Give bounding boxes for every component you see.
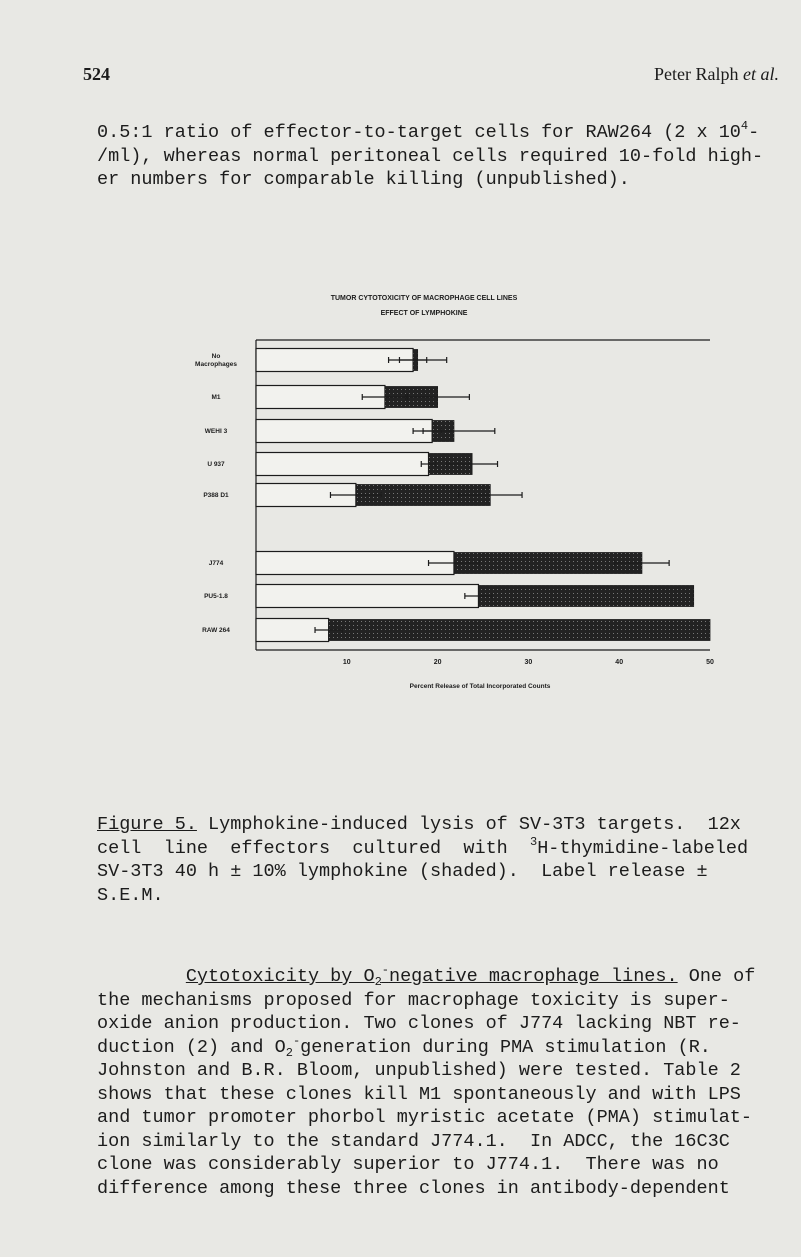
- figure-caption-line1: Lymphokine-induced lysis of SV-3T3 targets. 12x: [196, 814, 741, 835]
- section-heading-b: negative macrophage lines.: [388, 966, 678, 987]
- category-label-0-0: No: [211, 353, 221, 360]
- figure-caption-isotope: 3: [529, 834, 538, 849]
- paragraph-intro-line3: er numbers for comparable killing (unpublished).: [97, 169, 630, 190]
- running-header-author: Peter Ralph: [654, 64, 739, 84]
- section-heading-a: Cytotoxicity by O: [185, 966, 375, 987]
- paragraph-line6: shows that these clones kill M1 spontaneously and with LPS: [97, 1083, 741, 1105]
- figure-caption-line4: S.E.M.: [97, 884, 164, 906]
- paragraph-line8: ion similarly to the standard J774.1. In ADCC, the 16C3C: [97, 1130, 730, 1152]
- paragraph-line4a: duction (2) and O: [97, 1036, 286, 1058]
- paragraph-intro-exponent: 4: [740, 119, 749, 133]
- paragraph-line4b: generation during PMA stimulation (R.: [300, 1036, 711, 1058]
- section-heading-sub: 2: [374, 975, 382, 989]
- paragraph-intro-line1a: 0.5:1 ratio of effector-to-target cells for RAW264 (2 x 10: [97, 122, 741, 143]
- paragraph-intro-line2: /ml), whereas normal peritoneal cells required 10-fold high-: [97, 145, 764, 167]
- bar-lymphokine-7: [329, 620, 710, 641]
- paragraph-line9: clone was considerably superior to J774.1. There was no: [97, 1154, 719, 1175]
- figure-caption-line2b: H-thymidine-labeled: [537, 837, 749, 859]
- section-heading: [185, 963, 678, 989]
- chart-x-ticks: [343, 659, 714, 666]
- figure-caption: [97, 813, 767, 907]
- paragraph-line5: Johnston and B.R. Bloom, unpublished) were tested. Table 2: [97, 1060, 741, 1081]
- paragraph-intro-line1b: -: [748, 122, 760, 143]
- category-label-2-0: WEHI 3: [204, 428, 228, 435]
- paragraph-line1: One of: [677, 966, 756, 987]
- figure-caption-line3: SV-3T3 40 h ± 10% lymphokine (shaded). Label release ±: [97, 861, 708, 882]
- x-tick-1: 20: [433, 659, 442, 666]
- category-label-4-0: P388 D1: [203, 492, 229, 499]
- x-tick-3: 40: [615, 659, 624, 666]
- chart-category-labels: [195, 353, 237, 634]
- category-label-1-0: M1: [211, 394, 221, 401]
- chart-bars: [256, 349, 710, 642]
- paragraph-line7: and tumor promoter phorbol myristic acetate (PMA) stimulat-: [97, 1107, 753, 1128]
- x-tick-0: 10: [342, 659, 351, 666]
- bar-lymphokine-6: [478, 586, 693, 607]
- figure-caption-label: Figure 5.: [97, 814, 197, 835]
- x-tick-2: 30: [524, 659, 533, 666]
- category-label-0-1: Macrophages: [195, 361, 237, 368]
- category-label-5-0: J774: [208, 560, 224, 567]
- bar-control-2: [256, 420, 432, 443]
- bar-control-5: [256, 552, 454, 575]
- bar-control-6: [256, 585, 478, 608]
- category-label-7-0: RAW 264: [202, 627, 230, 634]
- category-label-3-0: U 937: [207, 461, 225, 468]
- running-header-suffix: et al.: [743, 64, 779, 84]
- category-label-6-0: PU5-1.8: [204, 593, 228, 600]
- chart-x-axis-label: Percent Release of Total Incorporated Counts: [409, 683, 551, 690]
- paragraph-line2: the mechanisms proposed for macrophage toxicity is super-: [97, 989, 730, 1011]
- chart-title: TUMOR CYTOTOXICITY OF MACROPHAGE CELL LINES: [330, 295, 518, 302]
- paragraph-cytotoxicity: [97, 965, 767, 1200]
- chart-subtitle: EFFECT OF LYMPHOKINE: [380, 310, 468, 317]
- paragraph-line10: difference among these three clones in antibody-dependent: [97, 1177, 730, 1199]
- section-heading-sup: -: [381, 963, 389, 977]
- figure-caption-line2a: cell line effectors cultured with: [97, 837, 530, 859]
- x-tick-4: 50: [706, 659, 714, 666]
- bar-lymphokine-5: [454, 553, 642, 574]
- bar-control-3: [256, 453, 429, 476]
- paragraph-line3: oxide anion production. Two clones of J774 lacking NBT re-: [97, 1013, 741, 1034]
- paragraph-line4-sup: -: [292, 1033, 301, 1048]
- paragraph-line4-sub: 2: [285, 1045, 293, 1060]
- page-number: 524: [83, 64, 110, 84]
